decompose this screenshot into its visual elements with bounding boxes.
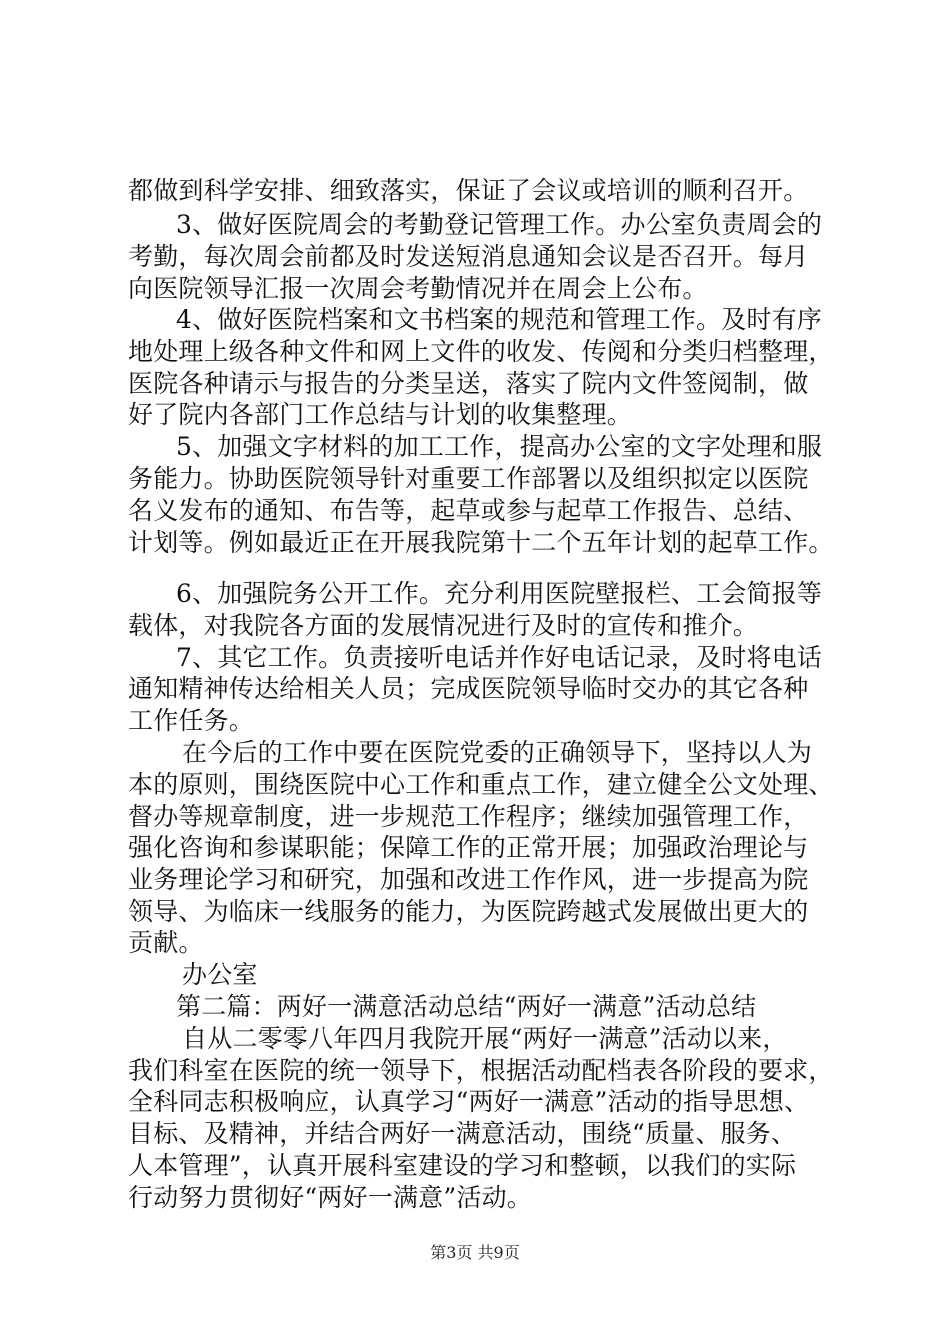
text-line: 考勤，每次周会前都及时发送短消息通知会议是否召开。每月 [128, 242, 809, 271]
text-line: 本的原则，围绕医院中心工作和重点工作，建立健全公文处理、 [128, 770, 834, 799]
text-line: 医院各种请示与报告的分类呈送，落实了院内文件签阅制，做 [128, 369, 809, 398]
text-line: 自从二零零八年四月我院开展“两好一满意”活动以来， [182, 1024, 788, 1053]
signature-office: 办公室 [182, 960, 258, 989]
text-line: 强化咨询和参谋职能；保障工作的正常开展；加强政治理论与 [128, 833, 809, 862]
text-line: 人本管理”，认真开展科室建设的学习和整顿，以我们的实际 [128, 1151, 797, 1180]
text-line: 都做到科学安排、细致落实，保证了会议或培训的顺利召开。 [128, 176, 809, 205]
text-line: 在今后的工作中要在医院党委的正确领导下，坚持以人为 [182, 738, 813, 767]
text-line: 业务理论学习和研究，加强和改进工作作风，进一步提高为院 [128, 865, 809, 894]
text-line: 5、加强文字材料的加工工作，提高办公室的文字处理和服 [176, 432, 823, 461]
text-line: 领导、为临床一线服务的能力，为医院跨越式发展做出更大的 [128, 897, 809, 926]
text-line: 行动努力贯彻好“两好一满意”活动。 [128, 1183, 532, 1212]
text-line: 向医院领导汇报一次周会考勤情况并在周会上公布。 [128, 274, 708, 303]
text-line: 名义发布的通知、布告等，起草或参与起草工作报告、总结、 [128, 496, 809, 525]
page-number-footer: 第3页 共9页 [430, 1243, 520, 1262]
text-line: 4、做好医院档案和文书档案的规范和管理工作。及时有序 [176, 305, 823, 334]
text-line: 务能力。协助医院领导针对重要工作部署以及组织拟定以医院 [128, 464, 809, 493]
text-line: 地处理上级各种文件和网上文件的收发、传阅和分类归档整理， [128, 337, 834, 366]
text-line: 督办等规章制度，进一步规范工作程序；继续加强管理工作， [128, 802, 809, 831]
text-line: 7、其它工作。负责接听电话并作好电话记录，及时将电话 [176, 643, 823, 672]
text-line: 6、加强院务公开工作。充分利用医院壁报栏、工会简报等 [176, 579, 823, 608]
text-line: 计划等。例如最近正在开展我院第十二个五年计划的起草工作。 [128, 528, 834, 557]
text-line: 工作任务。 [128, 706, 255, 735]
text-line: 载体，对我院各方面的发展情况进行及时的宣传和推介。 [128, 611, 759, 640]
text-line: 3、做好医院周会的考勤登记管理工作。办公室负责周会的 [176, 210, 823, 239]
text-line: 贡献。 [128, 928, 204, 957]
text-line: 好了院内各部门工作总结与计划的收集整理。 [128, 400, 633, 429]
section-heading: 第二篇：两好一满意活动总结“两好一满意”活动总结 [176, 992, 757, 1021]
text-line: 目标、及精神，并结合两好一满意活动，围绕“质量、服务、 [128, 1119, 797, 1148]
text-line: 我们科室在医院的统一领导下，根据活动配档表各阶段的要求， [128, 1056, 834, 1085]
text-line: 通知精神传达给相关人员；完成医院领导临时交办的其它各种 [128, 674, 809, 703]
text-line: 全科同志积极响应，认真学习“两好一满意”活动的指导思想、 [128, 1087, 810, 1116]
